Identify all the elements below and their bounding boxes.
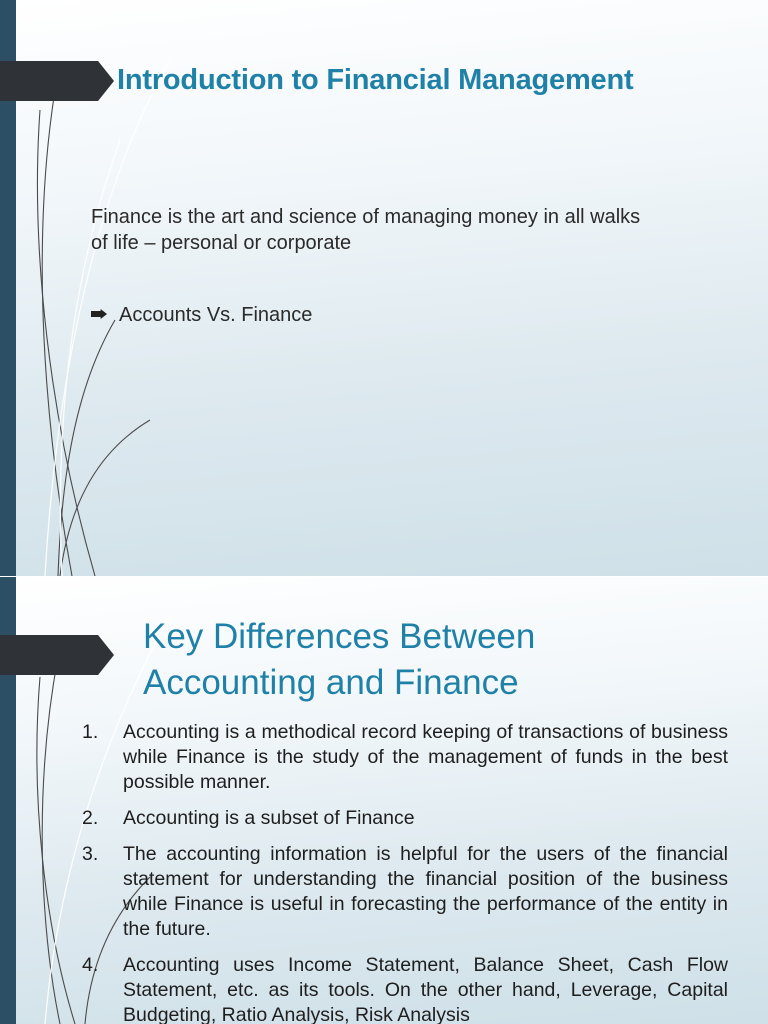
list-item: [82, 720, 728, 795]
list-item: [82, 842, 728, 942]
item-text: Accounting is a subset of Finance: [123, 807, 415, 829]
list-item: [82, 953, 728, 1024]
title-marker-tab: [0, 61, 114, 101]
arrow-bullet-icon: [91, 309, 107, 319]
bullet-label: Accounts Vs. Finance: [119, 304, 313, 326]
differences-list: [82, 720, 728, 1024]
slide-2: [0, 577, 768, 1024]
slide-title: Key Differences Between Accounting and Finance: [143, 617, 536, 702]
item-number: 2.: [82, 807, 99, 829]
title-marker-tab: [0, 635, 114, 675]
bullet-item: [91, 302, 312, 328]
item-number: 3.: [82, 843, 99, 865]
item-number: 1.: [82, 721, 99, 743]
slide-title: Introduction to Financial Management: [117, 64, 634, 96]
item-number: 4.: [82, 954, 99, 976]
list-item: [82, 806, 728, 831]
item-text: Accounting is a methodical record keeping of transactions of business while Finance is the study of the management of funds in the best possible manner.: [123, 721, 728, 793]
item-text: The accounting information is helpful for the users of the financial statement for understanding the financial position of the business while Finance is useful in forecasting the performance of the entity in the future.: [123, 843, 728, 940]
definition-paragraph: Finance is the art and science of managing money in all walks of life – personal or corporate: [91, 206, 641, 254]
item-text: Accounting uses Income Statement, Balance Sheet, Cash Flow Statement, etc. as its tools. On the other hand, Leverage, Capital Budgeting, Ratio Analysis, Risk Analysis: [123, 954, 728, 1024]
